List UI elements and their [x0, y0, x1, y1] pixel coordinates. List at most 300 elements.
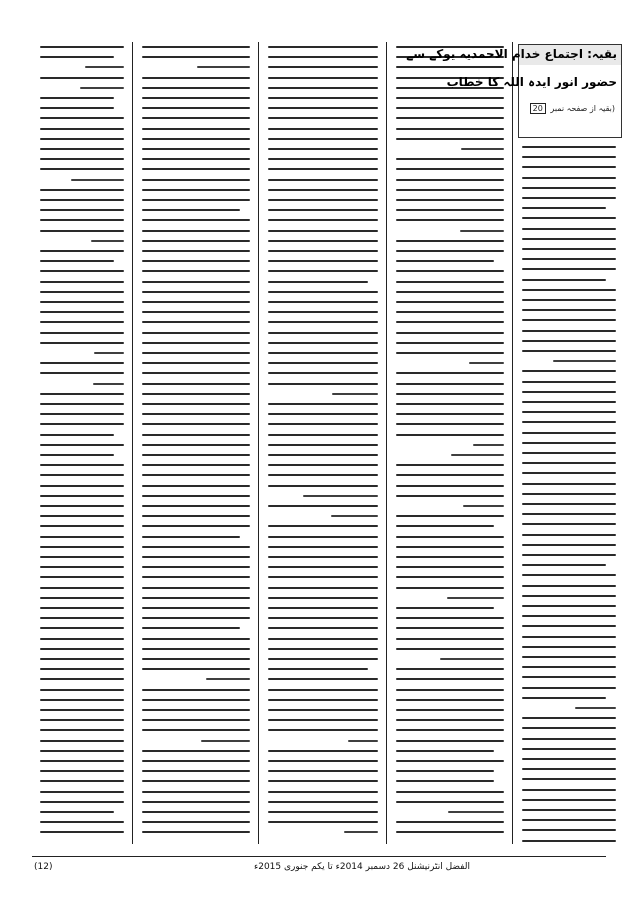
text-line — [268, 801, 378, 803]
text-column-2 — [392, 42, 508, 844]
text-line — [268, 648, 378, 650]
text-line — [522, 442, 616, 444]
text-line — [142, 770, 250, 772]
text-line — [40, 189, 124, 191]
text-line — [522, 319, 616, 321]
text-line — [344, 831, 378, 833]
text-line — [396, 801, 504, 803]
text-line — [396, 281, 504, 283]
column-divider — [512, 42, 513, 844]
text-line — [40, 117, 124, 119]
text-line — [142, 128, 250, 130]
text-line — [268, 474, 378, 476]
text-line — [522, 727, 616, 729]
text-line — [522, 299, 616, 301]
text-line — [522, 309, 616, 311]
text-line — [268, 505, 378, 507]
text-line — [142, 46, 250, 48]
text-line — [396, 495, 504, 497]
text-line — [522, 676, 616, 678]
text-line — [40, 576, 124, 578]
text-line — [71, 179, 124, 181]
text-line — [268, 260, 378, 262]
text-line — [40, 658, 124, 660]
text-line — [396, 638, 504, 640]
text-line — [268, 413, 378, 415]
text-line — [522, 809, 616, 811]
text-line — [142, 729, 250, 731]
text-line — [522, 421, 616, 423]
text-line — [268, 383, 378, 385]
text-line — [142, 199, 250, 201]
text-line — [396, 168, 504, 170]
text-line — [40, 393, 124, 395]
text-line — [268, 709, 378, 711]
text-line — [268, 77, 378, 79]
text-line — [268, 250, 378, 252]
text-line — [396, 668, 504, 670]
text-line — [396, 485, 504, 487]
text-line — [142, 464, 250, 466]
text-line — [142, 597, 250, 599]
text-line — [268, 158, 378, 160]
text-line — [142, 515, 250, 517]
text-line — [40, 607, 124, 609]
text-line — [142, 454, 250, 456]
text-line — [142, 536, 240, 538]
text-line — [142, 179, 250, 181]
text-line — [396, 97, 504, 99]
text-line — [396, 107, 504, 109]
text-line — [522, 166, 616, 168]
text-line — [396, 525, 494, 527]
text-line — [396, 719, 504, 721]
text-line — [396, 240, 504, 242]
text-line — [469, 362, 504, 364]
text-line — [268, 699, 378, 701]
text-line — [40, 801, 124, 803]
text-line — [268, 97, 378, 99]
text-line — [268, 597, 378, 599]
text-line — [522, 799, 616, 801]
text-line — [522, 656, 616, 658]
text-line — [461, 148, 504, 150]
text-line — [201, 740, 250, 742]
text-column-3 — [264, 42, 382, 844]
text-line — [40, 270, 124, 272]
text-line — [522, 493, 616, 495]
text-line — [396, 760, 504, 762]
text-line — [40, 740, 124, 742]
text-line — [522, 238, 616, 240]
text-line — [142, 811, 250, 813]
text-line — [396, 464, 504, 466]
text-line — [522, 789, 616, 791]
text-line — [396, 209, 504, 211]
text-line — [142, 332, 250, 334]
text-line — [142, 505, 250, 507]
text-line — [268, 689, 378, 691]
text-line — [396, 648, 504, 650]
text-line — [522, 523, 616, 525]
text-line — [396, 709, 504, 711]
text-line — [85, 66, 124, 68]
text-line — [268, 138, 378, 140]
text-line — [40, 423, 124, 425]
text-line — [142, 291, 250, 293]
text-line — [142, 158, 250, 160]
text-line — [348, 740, 378, 742]
text-line — [396, 750, 494, 752]
text-line — [522, 268, 616, 270]
text-line — [396, 219, 504, 221]
text-line — [40, 638, 124, 640]
text-line — [396, 627, 504, 629]
continued-from-page: 20 — [530, 103, 546, 114]
text-line — [396, 729, 504, 731]
text-line — [40, 709, 124, 711]
text-line — [268, 617, 378, 619]
text-line — [268, 658, 378, 660]
text-line — [142, 607, 250, 609]
text-line — [268, 464, 378, 466]
text-line — [522, 279, 606, 281]
text-line — [522, 585, 616, 587]
text-line — [91, 240, 124, 242]
text-line — [40, 597, 124, 599]
text-line — [268, 556, 378, 558]
text-line — [268, 270, 378, 272]
text-line — [142, 281, 250, 283]
text-line — [396, 546, 504, 548]
text-line — [268, 332, 378, 334]
text-line — [522, 503, 616, 505]
text-line — [268, 546, 378, 548]
text-line — [142, 689, 250, 691]
text-line — [522, 554, 616, 556]
text-line — [268, 821, 378, 823]
text-line — [142, 719, 250, 721]
text-line — [40, 138, 124, 140]
text-line — [522, 717, 616, 719]
text-line — [463, 505, 504, 507]
text-line — [268, 729, 378, 731]
continued-from-note — [530, 103, 615, 114]
text-column-5 — [36, 42, 128, 844]
text-line — [142, 617, 250, 619]
text-line — [40, 219, 124, 221]
text-line — [142, 148, 250, 150]
text-line — [522, 687, 616, 689]
publication-info: الفضل انٹرنیشنل 26 دسمبر 2014ء تا یکم جنوری 2015ء — [254, 862, 470, 872]
text-line — [142, 444, 250, 446]
text-line — [522, 340, 616, 342]
text-line — [268, 403, 378, 405]
text-line — [40, 689, 124, 691]
text-line — [522, 697, 606, 699]
column-text-lines — [518, 42, 620, 844]
text-line — [522, 768, 616, 770]
text-line — [268, 321, 378, 323]
text-line — [553, 360, 616, 362]
text-line — [142, 97, 250, 99]
text-line — [268, 66, 378, 68]
text-line — [522, 452, 616, 454]
text-line — [197, 66, 250, 68]
text-line — [522, 217, 616, 219]
text-line — [522, 636, 616, 638]
text-line — [268, 117, 378, 119]
text-line — [40, 556, 124, 558]
text-line — [94, 352, 124, 354]
text-line — [142, 230, 250, 232]
text-line — [142, 546, 250, 548]
text-line — [396, 831, 504, 833]
text-line — [522, 738, 616, 740]
column-divider — [132, 42, 133, 844]
text-line — [396, 260, 494, 262]
text-line — [396, 393, 504, 395]
text-line — [522, 574, 616, 576]
text-line — [268, 342, 378, 344]
text-line — [396, 699, 504, 701]
text-line — [142, 352, 250, 354]
text-line — [40, 301, 124, 303]
text-line — [40, 791, 124, 793]
text-line — [40, 495, 124, 497]
text-line — [396, 413, 504, 415]
text-line — [142, 780, 250, 782]
page-footer — [0, 856, 638, 876]
text-line — [40, 464, 124, 466]
text-line — [40, 699, 124, 701]
text-line — [142, 138, 250, 140]
text-line — [268, 219, 378, 221]
text-line — [396, 770, 494, 772]
text-line — [142, 831, 250, 833]
text-line — [268, 536, 378, 538]
article-title: بقیہ: اجتماع خدام الاحمدیہ یوکے سے — [406, 47, 617, 61]
text-line — [142, 638, 250, 640]
text-line — [396, 791, 504, 793]
text-line — [268, 444, 378, 446]
text-line — [40, 332, 124, 334]
text-line — [268, 750, 378, 752]
text-line — [268, 168, 378, 170]
text-line — [142, 434, 250, 436]
text-line — [40, 250, 124, 252]
text-line — [396, 515, 504, 517]
text-line — [142, 260, 250, 262]
column-text-lines — [138, 42, 254, 844]
text-line — [396, 128, 504, 130]
text-line — [303, 495, 378, 497]
text-line — [142, 474, 250, 476]
text-line — [40, 668, 124, 670]
text-line — [40, 434, 114, 436]
article-subtitle: حضور انور ایدہ اللہ کا خطاب — [446, 75, 617, 89]
text-line — [268, 566, 378, 568]
text-line — [522, 401, 616, 403]
text-line — [522, 605, 616, 607]
text-line — [142, 107, 250, 109]
text-line — [522, 289, 616, 291]
text-line — [142, 362, 250, 364]
text-line — [40, 413, 124, 415]
text-line — [268, 638, 378, 640]
text-line — [268, 301, 378, 303]
text-line — [522, 187, 616, 189]
text-line — [268, 362, 378, 364]
text-line — [522, 472, 616, 474]
text-line — [396, 179, 504, 181]
text-line — [40, 209, 124, 211]
text-line — [268, 525, 378, 527]
text-line — [396, 434, 504, 436]
text-line — [396, 780, 494, 782]
text-line — [396, 332, 504, 334]
text-line — [268, 719, 378, 721]
text-line — [268, 281, 368, 283]
footer-rule — [32, 856, 606, 857]
text-line — [522, 483, 616, 485]
text-line — [142, 709, 250, 711]
text-line — [396, 199, 504, 201]
text-line — [268, 46, 378, 48]
text-line — [40, 403, 124, 405]
text-line — [448, 811, 504, 813]
text-line — [142, 668, 250, 670]
text-column-1 — [518, 42, 620, 844]
text-line — [40, 260, 114, 262]
text-line — [268, 56, 378, 58]
text-line — [268, 87, 378, 89]
text-line — [522, 778, 616, 780]
text-line — [40, 536, 124, 538]
text-line — [522, 840, 616, 842]
text-line — [80, 87, 124, 89]
text-line — [142, 699, 250, 701]
text-line — [396, 566, 504, 568]
text-line — [40, 780, 124, 782]
text-line — [268, 311, 378, 313]
text-line — [447, 597, 504, 599]
text-line — [522, 544, 616, 546]
article-title-box — [406, 44, 622, 138]
text-line — [142, 168, 250, 170]
text-line — [40, 678, 124, 680]
text-line — [142, 485, 250, 487]
text-line — [142, 760, 250, 762]
text-line — [268, 240, 378, 242]
text-line — [396, 556, 504, 558]
text-line — [40, 362, 124, 364]
text-line — [396, 576, 504, 578]
text-line — [522, 666, 616, 668]
text-line — [142, 219, 250, 221]
text-line — [40, 485, 124, 487]
text-line — [268, 770, 378, 772]
text-line — [268, 760, 378, 762]
text-line — [268, 576, 378, 578]
text-line — [268, 607, 378, 609]
text-line — [268, 780, 378, 782]
text-line — [396, 423, 504, 425]
text-line — [40, 199, 124, 201]
text-line — [142, 413, 250, 415]
text-line — [451, 454, 504, 456]
text-line — [40, 719, 124, 721]
text-line — [40, 77, 124, 79]
text-line — [142, 423, 250, 425]
text-line — [396, 342, 504, 344]
text-line — [522, 391, 616, 393]
text-line — [396, 117, 504, 119]
text-line — [40, 291, 124, 293]
text-line — [268, 587, 378, 589]
text-line — [142, 383, 250, 385]
column-text-lines — [36, 42, 128, 844]
text-line — [522, 248, 616, 250]
text-line — [522, 564, 606, 566]
text-line — [396, 321, 504, 323]
text-line — [396, 372, 504, 374]
text-line — [268, 209, 378, 211]
text-line — [268, 148, 378, 150]
text-line — [40, 311, 124, 313]
text-column-4 — [138, 42, 254, 844]
text-line — [331, 515, 378, 517]
text-line — [268, 107, 378, 109]
text-line — [396, 291, 504, 293]
text-line — [522, 432, 616, 434]
text-line — [396, 474, 504, 476]
text-line — [40, 342, 124, 344]
text-line — [396, 352, 504, 354]
text-line — [93, 383, 124, 385]
text-line — [40, 474, 124, 476]
text-line — [142, 791, 250, 793]
text-line — [396, 740, 504, 742]
text-line — [396, 678, 504, 680]
text-line — [268, 230, 378, 232]
text-line — [40, 321, 124, 323]
text-line — [40, 546, 124, 548]
text-line — [142, 311, 250, 313]
text-line — [396, 587, 504, 589]
continued-from-label: (بقیہ از صفحہ نمبر — [550, 104, 615, 113]
text-line — [40, 56, 114, 58]
column-divider — [386, 42, 387, 844]
text-line — [268, 291, 378, 293]
text-line — [268, 352, 378, 354]
text-line — [522, 534, 616, 536]
text-line — [40, 515, 124, 517]
text-line — [268, 454, 378, 456]
text-line — [142, 587, 250, 589]
text-line — [40, 281, 124, 283]
text-line — [522, 146, 616, 148]
text-line — [396, 311, 504, 313]
page-number: (12) — [34, 862, 53, 872]
text-line — [142, 270, 250, 272]
text-line — [142, 209, 240, 211]
text-line — [268, 627, 378, 629]
text-line — [522, 462, 616, 464]
text-line — [268, 179, 378, 181]
text-line — [142, 627, 240, 629]
text-line — [268, 811, 378, 813]
